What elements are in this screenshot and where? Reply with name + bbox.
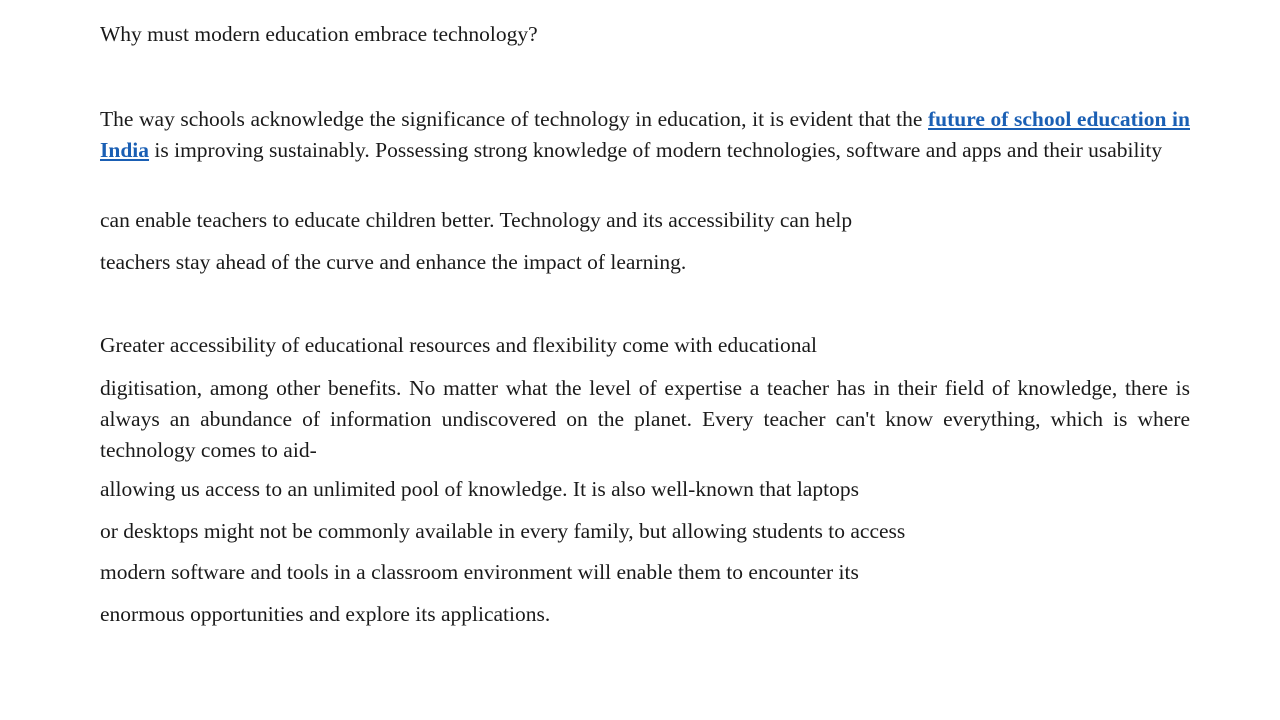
text-line: teachers stay ahead of the curve and enhance the impact of learning. [100, 250, 687, 274]
text-line: or desktops might not be commonly available in every family, but allowing students to access [100, 519, 906, 543]
paragraph-intro-text-start: The way schools acknowledge the significance of technology in education, it is evident that the [100, 107, 929, 131]
text-line: modern software and tools in a classroom environment will enable them to encounter its [100, 560, 859, 584]
paragraph-digitisation: digitisation, among other benefits. No matter what the level of expertise a teacher has in their field of knowledge, there is always an abundance of information undiscovered on the planet. Every teacher can't know everything, which is where technology comes to aid- [100, 376, 1190, 462]
text-line: allowing us access to an unlimited pool of knowledge. It is also well-known that laptops [100, 477, 859, 501]
paragraph-intro [100, 104, 1190, 166]
paragraph-intro-text-end: is improving sustainably. Possessing strong knowledge of modern technologies, software and apps and their usability [149, 138, 1163, 162]
future-of-school-education-link[interactable]: future of school education in India [100, 107, 1190, 162]
text-line: enormous opportunities and explore its applications. [100, 602, 551, 626]
text-line: Greater accessibility of educational resources and flexibility come with educational [100, 333, 817, 357]
text-line: can enable teachers to educate children better. Technology and its accessibility can help [100, 208, 853, 232]
document-heading: Why must modern education embrace technology? [100, 22, 538, 46]
